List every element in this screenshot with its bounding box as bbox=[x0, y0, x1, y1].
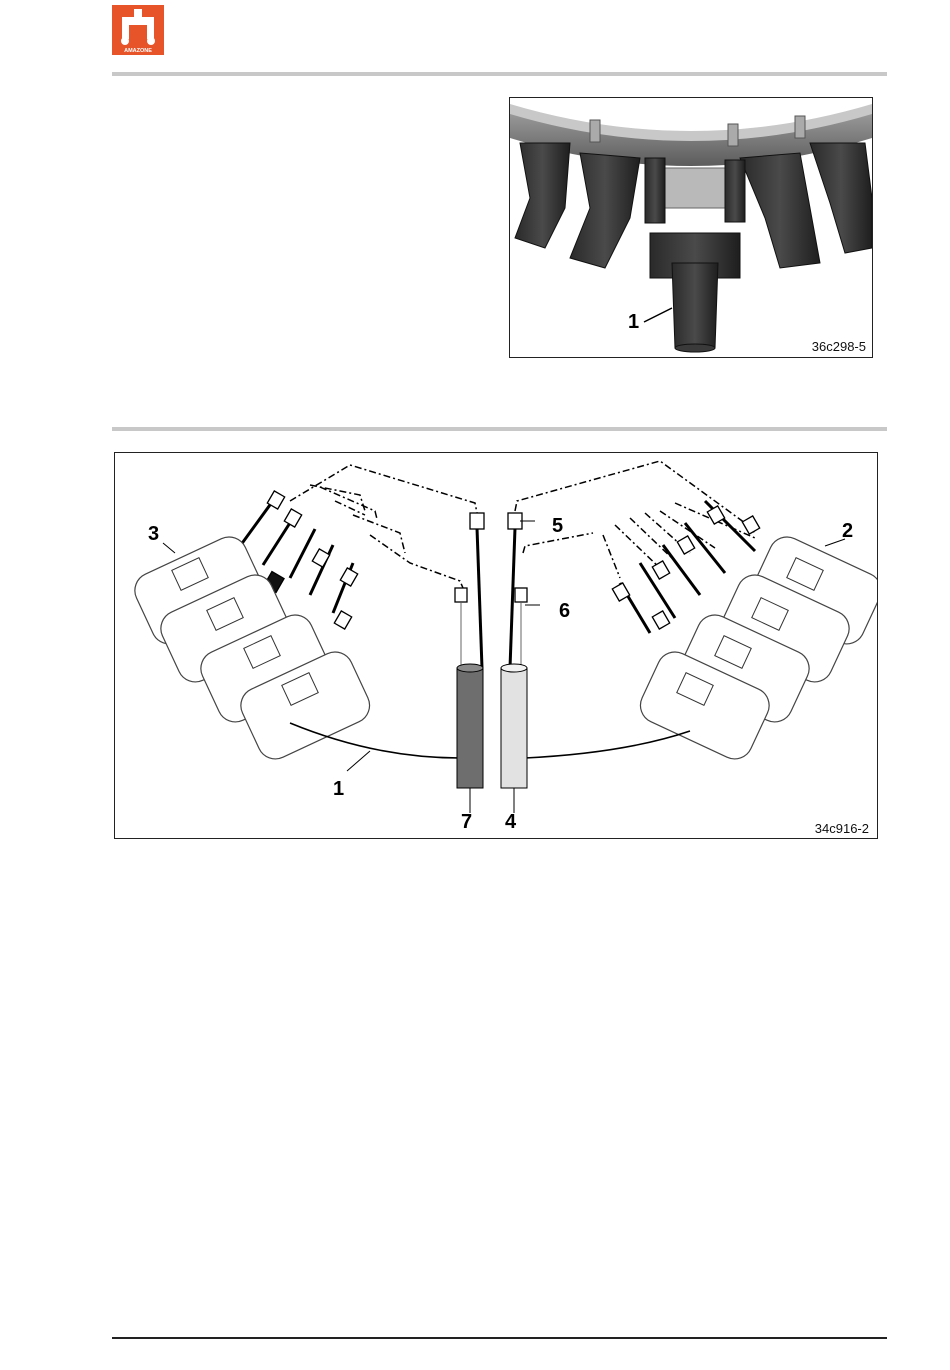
amazone-logo bbox=[112, 5, 164, 55]
figure-metering-housing bbox=[509, 97, 873, 358]
wiring-diagram-illustration bbox=[115, 453, 877, 838]
callout-5: 5 bbox=[552, 515, 564, 537]
callout-6: 6 bbox=[559, 600, 571, 622]
callout-7: 7 bbox=[461, 811, 473, 833]
callout-3: 3 bbox=[148, 523, 160, 545]
metering-housing-illustration bbox=[510, 98, 872, 357]
figure-wiring-diagram bbox=[114, 452, 878, 839]
callout-1: 1 bbox=[628, 311, 640, 333]
section-rule bbox=[112, 427, 887, 431]
callout-2: 2 bbox=[842, 520, 854, 542]
logo-text: AMAZONE bbox=[124, 48, 152, 54]
figure-code: 34c916-2 bbox=[814, 821, 869, 836]
callout-1: 1 bbox=[333, 778, 345, 800]
footer-rule bbox=[112, 1337, 887, 1339]
callout-4: 4 bbox=[505, 811, 517, 833]
figure-code: 36c298-5 bbox=[811, 339, 866, 354]
header-rule bbox=[112, 72, 887, 76]
